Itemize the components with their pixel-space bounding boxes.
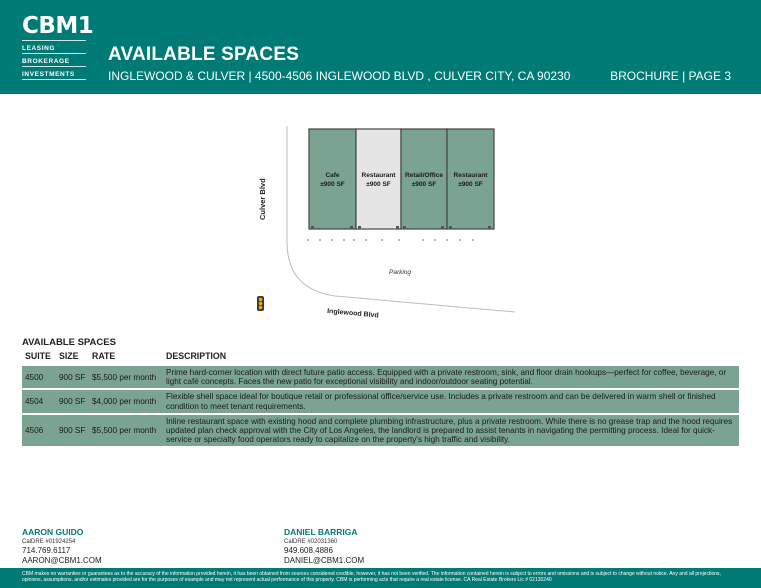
contact-phone[interactable]: 714.769.6117: [22, 546, 71, 555]
unit-retail-office: [401, 129, 447, 229]
contact-phone[interactable]: 949.608.4886: [284, 546, 333, 555]
property-address: INGLEWOOD & CULVER | 4500-4506 INGLEWOOD BLVD , CULVER CITY, CA 90230: [108, 69, 571, 83]
unit-size-cafe: ±900 SF: [320, 181, 345, 188]
logo-mark: CBM1: [22, 13, 94, 39]
unit-label-restaurant-1: Restaurant: [361, 172, 396, 179]
header-size: SIZE: [59, 351, 79, 361]
unit-size-restaurant-1: ±900 SF: [366, 181, 391, 188]
header-description: DESCRIPTION: [166, 351, 227, 361]
unit-size-restaurant-2: ±900 SF: [458, 181, 483, 188]
contact-name: AARON GUIDO: [22, 527, 84, 537]
cell-size: 900 SF: [56, 389, 89, 413]
contact-card: [22, 527, 102, 566]
cell-suite: 4500: [22, 365, 56, 389]
site-plan: [0, 94, 761, 334]
unit-restaurant-1: [356, 129, 401, 229]
traffic-signal-icon: [257, 296, 264, 311]
cell-size: 900 SF: [56, 414, 89, 447]
logo-item-brokerage: BROKERAGE: [22, 54, 86, 67]
cell-rate: $5,500 per month: [89, 365, 163, 389]
table-row: [22, 414, 739, 447]
header-rate: RATE: [92, 351, 116, 361]
page-header: [0, 0, 761, 94]
cell-suite: 4506: [22, 414, 56, 447]
cell-rate: $4,000 per month: [89, 389, 163, 413]
table-row: [22, 389, 739, 413]
cell-description: Inline restaurant space with existing hood and complete plumbing infrastructure, plus a private restroom. While there is no grease trap and the hood requires updated plan check approval with the City of Los Angeles, the landlord is prepared to assist tenants in navigating the permitting process. Ideal for quick-service or specialty food operators ready to capitalize on the property's high traffic and visibility.: [163, 414, 739, 447]
table-header-row: [22, 351, 739, 365]
unit-label-cafe: Cafe: [325, 172, 340, 179]
spaces-table: [22, 351, 739, 446]
parking-stall-markers: [307, 239, 474, 241]
street-label-culver: Culver Blvd: [258, 178, 267, 220]
logo-item-leasing: LEASING: [22, 41, 86, 54]
contact-name: DANIEL BARRIGA: [284, 527, 358, 537]
contact-card: [284, 527, 364, 566]
street-label-inglewood: Inglewood Blvd: [326, 308, 379, 320]
unit-label-restaurant-2: Restaurant: [453, 172, 488, 179]
contact-email[interactable]: AARON@CBM1.COM: [22, 556, 102, 565]
cell-suite: 4504: [22, 389, 56, 413]
unit-size-retail-office: ±900 SF: [411, 181, 437, 188]
contact-license: CalDRE #01924254: [22, 539, 76, 545]
parking-label: Parking: [389, 269, 412, 276]
cell-description: Flexible shell space ideal for boutique retail or professional office/service use. Includes a private restroom and can be delivered in warm shell or finished condition to meet tenant requirements.: [163, 389, 739, 413]
contact-license: CalDRE #02031360: [284, 539, 338, 545]
cell-description: Prime hard-corner location with direct future patio access. Equipped with a private restroom, sink, and floor drain hookups—perfect for coffee, beverage, or light café concepts. Faces the new patio for exceptional visibility and indoor/outdoor seating potential.: [163, 365, 739, 389]
header-suite: SUITE: [25, 351, 51, 361]
section-title: AVAILABLE SPACES: [22, 337, 116, 348]
footer-disclaimer: CBM makes no warranties or guarantees as to the accuracy of the information provided herein, it has been obtained from sources considered credible, however, it has not been verified. The information contained herein is subject to errors and omissions and is subject to change without notice. Any and all projections, opinions, assumptions, and/or estimates provided are for the purposes of example and may not represent actual performance of this property. CBM is performing acts that require a real estate license. CA Real Estate Brokers Lic # 02130240: [0, 568, 761, 588]
page-label: BROCHURE | PAGE 3: [610, 69, 731, 83]
table-row: [22, 365, 739, 389]
logo-item-investments: INVESTMENTS: [22, 67, 86, 80]
cell-rate: $5,500 per month: [89, 414, 163, 447]
unit-label-retail-office: Retail/Office: [405, 172, 443, 179]
cell-size: 900 SF: [56, 365, 89, 389]
cbm1-logo: [22, 14, 93, 80]
contact-email[interactable]: DANIEL@CBM1.COM: [284, 556, 365, 565]
page-title: AVAILABLE SPACES: [108, 44, 300, 65]
unit-restaurant-2: [447, 129, 494, 229]
unit-cafe: [309, 129, 356, 229]
